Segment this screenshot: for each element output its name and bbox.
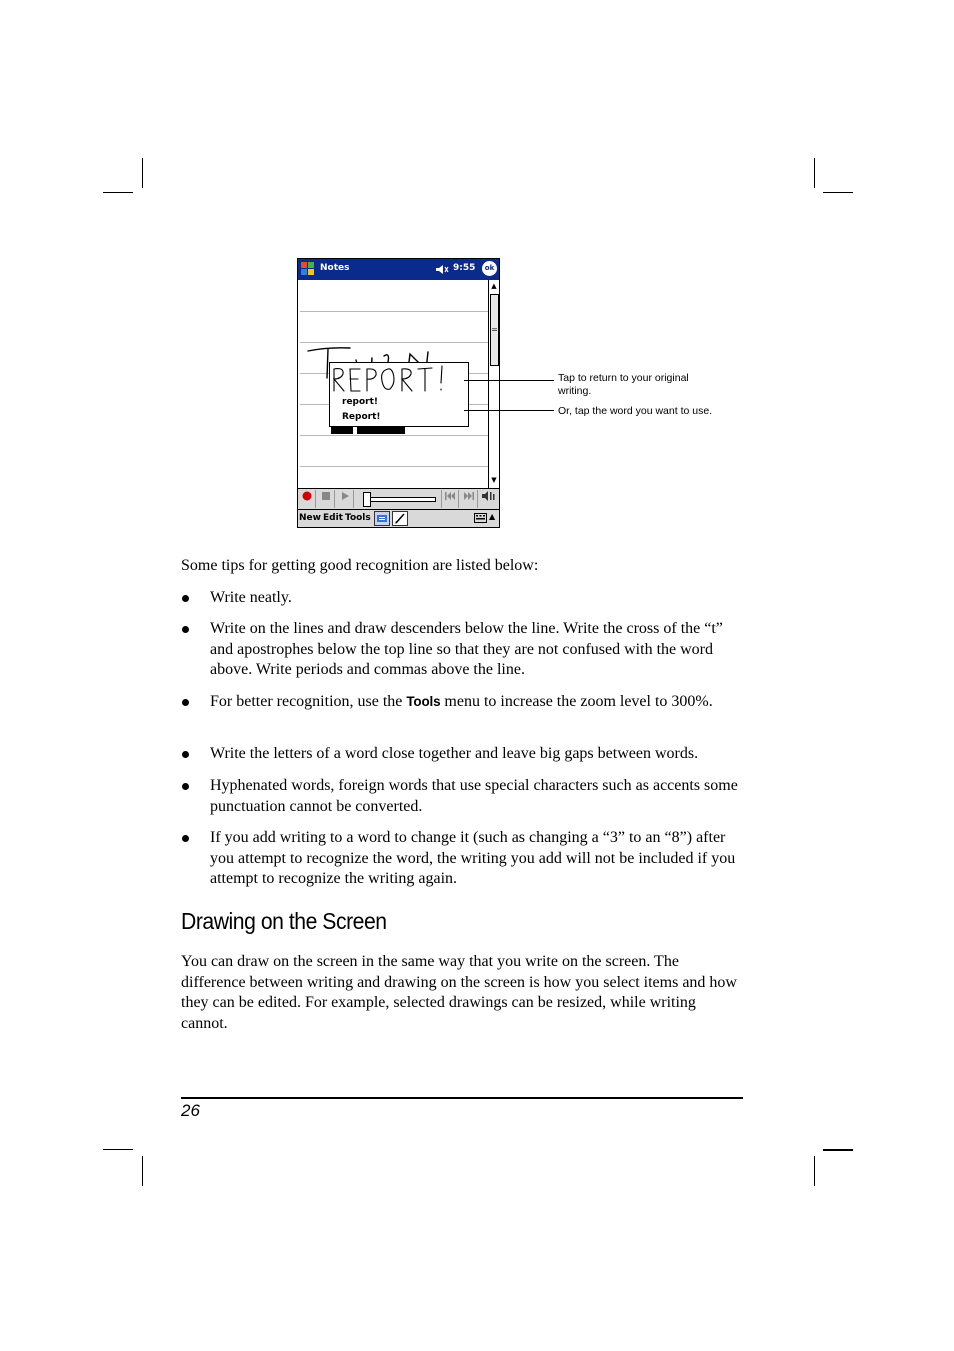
page-number: 26 — [181, 1101, 200, 1120]
bullet-icon — [182, 699, 189, 706]
record-button[interactable] — [298, 490, 316, 508]
crop-mark — [142, 158, 143, 188]
bullet-icon — [182, 626, 189, 633]
skip-back-icon — [444, 491, 456, 501]
scroll-thumb[interactable]: = — [490, 294, 499, 366]
app-title: Notes — [320, 263, 350, 273]
keyboard-icon[interactable] — [474, 513, 487, 523]
scroll-down-arrow-icon[interactable]: ▼ — [491, 476, 497, 484]
tip-text-before: For better recognition, use the — [210, 693, 407, 710]
menu-tools[interactable]: Tools — [345, 513, 371, 523]
selection-highlight — [331, 426, 353, 434]
crop-mark — [814, 1156, 815, 1186]
bullet-icon — [182, 751, 189, 758]
recognizer-icon[interactable] — [374, 511, 390, 526]
menu-bar — [298, 509, 499, 527]
skip-back-button[interactable] — [441, 490, 459, 508]
tip-text: Write neatly. — [210, 589, 292, 606]
crop-mark — [103, 192, 133, 193]
crop-mark — [823, 192, 853, 193]
menu-new[interactable]: New — [299, 513, 321, 523]
pen-icon[interactable] — [392, 511, 408, 526]
callout-original-writing: Tap to return to your original writing. — [558, 372, 689, 397]
tip-text-after: menu to increase the zoom level to 300%. — [440, 693, 713, 710]
speaker-mute-icon[interactable] — [435, 264, 449, 275]
tip-text: Write the letters of a word close together and leave big gaps between words. — [210, 745, 699, 762]
bullet-icon — [182, 835, 189, 842]
footer-rule — [181, 1097, 743, 1099]
crop-mark — [142, 1156, 143, 1186]
tip-text — [210, 692, 745, 713]
windows-start-icon[interactable] — [300, 261, 316, 277]
bullet-icon — [182, 783, 189, 790]
ok-button[interactable]: ok — [482, 261, 497, 276]
callout-leader-line — [464, 380, 554, 381]
volume-icon — [481, 490, 495, 502]
playback-slider[interactable] — [366, 497, 436, 502]
tip-text: Write on the lines and draw descenders below the line. Write the cross of the “t” and apostrophes below the top line so that they are not confused with the word above. Write periods and commas above the line. — [210, 620, 723, 678]
slider-handle[interactable] — [363, 492, 371, 507]
bullet-icon — [182, 595, 189, 602]
play-icon — [340, 491, 350, 501]
tip-text: Hyphenated words, foreign words that use special characters such as accents some punctuation cannot be converted. — [210, 777, 738, 815]
play-button[interactable] — [336, 490, 354, 508]
notes-app-screenshot — [297, 258, 500, 528]
title-bar — [298, 259, 499, 280]
recording-toolbar — [298, 488, 499, 509]
crop-mark — [823, 1149, 853, 1151]
skip-forward-icon — [463, 491, 475, 501]
stop-icon — [321, 491, 331, 501]
clock[interactable]: 9:55 — [453, 263, 476, 273]
skip-forward-button[interactable] — [460, 490, 478, 508]
section-heading: Drawing on the Screen — [181, 908, 387, 934]
crop-mark — [814, 158, 815, 188]
stop-button[interactable] — [317, 490, 335, 508]
record-icon — [302, 491, 312, 501]
selection-highlight — [357, 426, 405, 434]
vertical-scrollbar[interactable] — [488, 280, 499, 488]
tip-text: If you add writing to a word to change it (such as changing a “3” to an “8”) after you attempt to recognize the word, the writing you add will not be included if you attempt to recognize the writing again. — [210, 829, 736, 887]
crop-mark — [103, 1149, 133, 1150]
section-paragraph: You can draw on the screen in the same way that you write on the screen. The difference between writing and drawing on the screen is how you select items and how they can be edited. For example, selected drawings can be resized, while writing cannot. — [181, 953, 737, 1032]
alternate-word[interactable]: report! — [342, 397, 379, 407]
input-panel-arrow-icon[interactable]: ▲ — [489, 512, 496, 521]
menu-edit[interactable]: Edit — [323, 513, 343, 523]
callout-leader-line — [464, 410, 554, 411]
original-ink-preview[interactable] — [330, 363, 468, 395]
tools-menu-reference: Tools — [406, 694, 441, 709]
callout-pick-word: Or, tap the word you want to use. — [558, 405, 713, 417]
alternates-popup[interactable] — [329, 362, 469, 427]
scroll-up-arrow-icon[interactable]: ▲ — [491, 282, 497, 290]
volume-button[interactable] — [479, 490, 497, 508]
intro-paragraph: Some tips for getting good recognition are listed below: — [181, 557, 539, 574]
alternate-word[interactable]: Report! — [342, 412, 381, 422]
